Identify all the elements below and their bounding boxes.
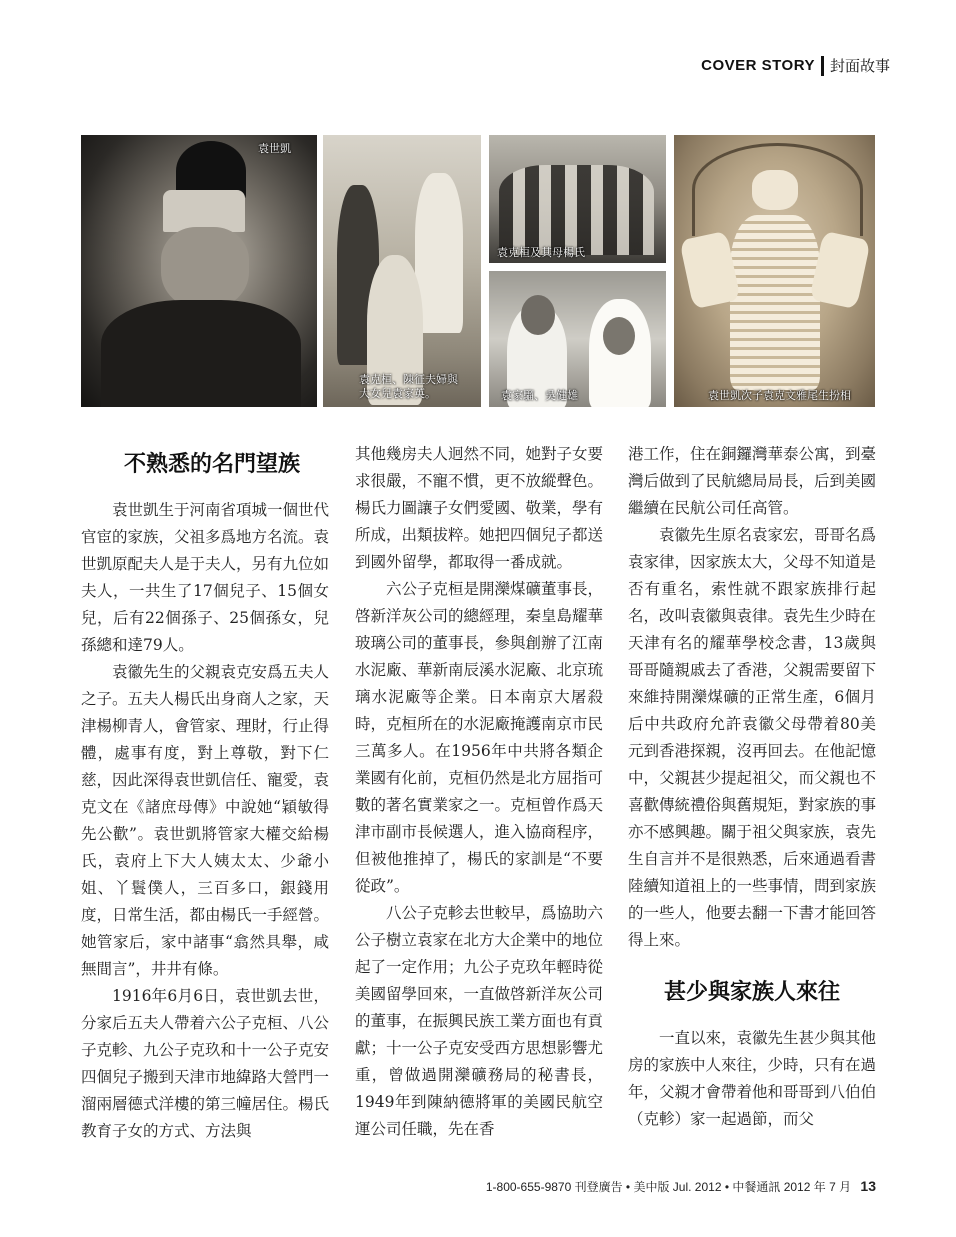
page-number: 13 [860, 1178, 876, 1194]
photo-yuan-kehuan-family [323, 135, 481, 407]
article-column-3-continued [628, 1025, 876, 1133]
article-column-1 [81, 497, 329, 1145]
paragraph: 港工作，住在銅鑼灣華泰公寓，到臺灣后做到了民航總局局長，后到美國繼續在民航公司任高管。 [628, 445, 877, 517]
article-column-3 [628, 441, 876, 954]
photo-caption: 袁世凱 [258, 142, 291, 155]
sleeve-left [679, 231, 741, 309]
footer-text: 1-800-655-9870 刊登廣告 • 美中版 Jul. 2012 • 中餐通訊 2012 年 7 月 [485, 1180, 852, 1194]
costume-shape [730, 215, 820, 390]
paragraph: 袁徽先生原名袁家宏，哥哥名爲袁家律，因家族太大，父母不知道是否有重名，索性就不跟家族排行起名，改叫袁徽與袁律。袁先生少時在天津有名的耀華學校念書，13歲與哥哥隨親戚去了香港，父親需要留下來維持開灤煤礦的正常生產，6個月后中共政府允許袁徽父母帶着80美元到香港探親，沒再回去。在他記憶中，父親甚少提起祖父，而父親也不喜歡傳統禮俗與舊規矩，對家族的事亦不感興趣。關于祖父與家族，袁先生自言并不是很熟悉，后來通過看書陸續知道祖上的一些事情，問到家族的一些人，他要去翻一下書才能回答得上來。 [628, 526, 877, 949]
face-shape [161, 227, 249, 309]
photo-caption: 袁世凱次子袁克文雅尾生扮相 [708, 389, 851, 402]
hat-shape [163, 190, 245, 232]
section-label-en: COVER STORY [701, 57, 815, 74]
paragraph: 袁世凱生于河南省項城一個世代官宦的家族，父祖多爲地方名流。袁世凱原配夫人是于夫人，另有九位如夫人，一共生了17個兒子、15個女兒，后有22個孫子、25個孫女，兒孫總和達79人。 [81, 501, 330, 654]
groom-face [521, 295, 555, 335]
photo-yuan-kewen-opera [674, 135, 875, 407]
paragraph: 一直以來，袁徽先生甚少與其他房的家族中人來往，少時，只有在過年，父親才會帶着他和哥哥到八伯伯（克軫）家一起過節，而父 [628, 1029, 877, 1128]
group-figures [499, 165, 654, 255]
paragraph: 1916年6月6日，袁世凱去世，分家后五夫人帶着六公子克桓、八公子克軫、九公子克玖和十一公子克安四個兒子搬到天津市地緯路大營門一溜兩層德式洋樓的第三幢居住。楊氏教育子女的方式、方法與 [81, 987, 330, 1140]
article-column-2 [355, 441, 603, 1143]
photo-yuan-shikai [81, 135, 317, 407]
caption-line: 大女兒袁家英。 [359, 387, 436, 400]
photo-yuan-kehuan-mother [489, 135, 666, 263]
sleeve-right [809, 231, 871, 309]
caption-line: 袁克桓、陳征夫婦與 [359, 373, 458, 386]
header-divider [821, 56, 824, 76]
page-footer [486, 1178, 876, 1195]
paragraph: 六公子克桓是開灤煤礦董事長，啓新洋灰公司的總經理，秦皇島耀華玻璃公司的董事長，參與創辦了江南水泥廠、華新南辰溪水泥廠、北京琉璃水泥廠等企業。日本南京大屠殺時，克桓所在的水泥廠掩護南京市民三萬多人。在1956年中共將各類企業國有化前，克桓仍然是北方屈指可數的著名實業家之一。克桓曾作爲天津市副市長候選人，進入協商程序，但被他推掉了，楊氏的家訓是“不要從政”。 [355, 580, 604, 895]
bride-face [603, 317, 635, 355]
section-header [701, 55, 890, 76]
section-heading: 不熟悉的名門望族 [123, 452, 300, 477]
paragraph: 八公子克軫去世較早，爲協助六公子樹立袁家在北方大企業中的地位起了一定作用；九公子克玖年輕時從美國留學回來，一直做啓新洋灰公司的董事，在振興民族工業方面也有貢獻；十一公子克安受西方思想影響尤重，曾做過開灤礦務局的秘書長，1949年到陳納德將軍的美國民航空運公司任職，先在香 [355, 904, 604, 1138]
paragraph: 其他幾房夫人迥然不同，她對子女要求很嚴，不寵不慣，更不放縱聲色。楊氏力圖讓子女們愛國、敬業，學有所成，出類拔粹。她把四個兒子都送到國外留學，都取得一番成就。 [355, 445, 604, 571]
photo-yuan-jialiu-wu-jianxiong [489, 271, 666, 407]
headdress-shape [752, 170, 798, 210]
section-label-zh: 封面故事 [829, 57, 890, 75]
section-heading: 甚少與家族人來往 [663, 980, 840, 1005]
photo-caption [359, 373, 458, 401]
paragraph: 袁徽先生的父親袁克安爲五夫人之子。五夫人楊氏出身商人之家，天津楊柳青人，會管家、理財，行止得體，處事有度，對上尊敬，對下仁慈，因此深得袁世凱信任、寵愛，袁克文在《諸庶母傳》中說她“穎敏得先公歡”。袁世凱將管家大權交給楊氏，袁府上下大人姨太太、少爺小姐、丫鬟僕人，三百多口，銀錢用度，日常生活，都由楊氏一手經營。她管家后，家中諸事“翕然具舉，咸無間言”，井井有條。 [81, 663, 330, 978]
uniform-shape [101, 300, 301, 407]
photo-caption: 袁克桓及其母楊氏 [497, 246, 585, 259]
photo-caption: 袁家騮、吳健雄 [501, 389, 578, 402]
